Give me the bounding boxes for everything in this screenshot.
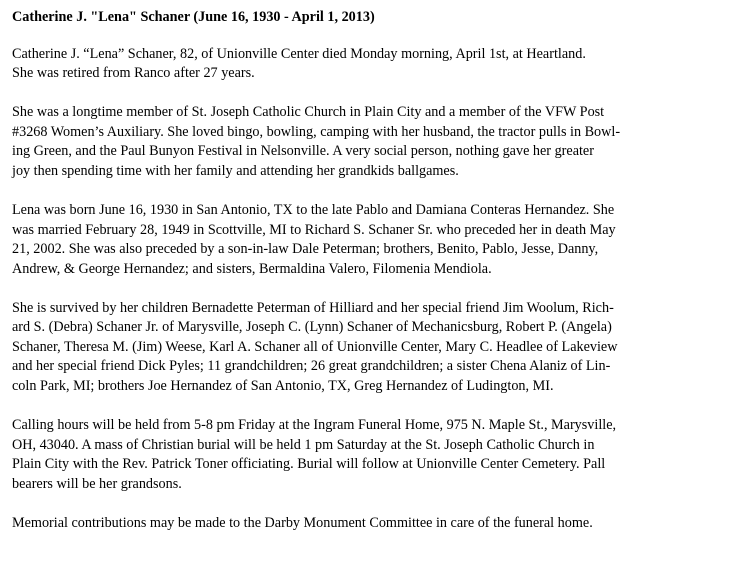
- text-line: Andrew, & George Hernandez; and sisters, Bermaldina Valero, Filomenia Mendiola.: [12, 260, 492, 277]
- text-line: Calling hours will be held from 5-8 pm Friday at the Ingram Funeral Home, 975 N. Maple St., Marysville,: [12, 417, 617, 434]
- text-line: Memorial contributions may be made to the Darby Monument Committee in care of the funeral home.: [12, 514, 593, 531]
- text-line: #3268 Women’s Auxiliary. She loved bingo, bowling, camping with her husband, the tractor pulls in Bowl-: [12, 123, 621, 140]
- text-line: 21, 2002. She was also preceded by a son-in-law Dale Peterman; brothers, Benito, Pablo, Jesse, Danny,: [12, 241, 599, 258]
- text-line: Schaner, Theresa M. (Jim) Weese, Karl A. Schaner all of Unionville Center, Mary C. Headlee of Lakeview: [12, 338, 618, 355]
- text-line: ing Green, and the Paul Bunyon Festival in Nelsonville. A very social person, nothing gave her greater: [12, 143, 594, 160]
- obituary-title: Catherine J. "Lena" Schaner (June 16, 1930 - April 1, 2013): [12, 9, 375, 25]
- text-line: joy then spending time with her family and attending her grandkids ballgames.: [12, 162, 459, 179]
- obituary-document: [12, 8, 724, 553]
- paragraph-survivors: [12, 299, 724, 397]
- paragraph-life-interests: [12, 103, 724, 181]
- text-line: She was a longtime member of St. Joseph Catholic Church in Plain City and a member of the VFW Post: [12, 104, 605, 121]
- text-line: coln Park, MI; brothers Joe Hernandez of San Antonio, TX, Greg Hernandez of Ludington, MI.: [12, 378, 554, 395]
- text-line: Lena was born June 16, 1930 in San Antonio, TX to the late Pablo and Damiana Conteras Hernandez. She: [12, 201, 615, 218]
- text-line: Plain City with the Rev. Patrick Toner officiating. Burial will follow at Unionville Center Cemetery. Pall: [12, 456, 606, 473]
- paragraph-services: [12, 416, 724, 494]
- text-line: was married February 28, 1949 in Scottville, MI to Richard S. Schaner Sr. who preceded her in death May: [12, 221, 616, 238]
- text-line: OH, 43040. A mass of Christian burial will be held 1 pm Saturday at the St. Joseph Catholic Church in: [12, 436, 595, 453]
- text-line: bearers will be her grandsons.: [12, 475, 182, 492]
- text-line: Catherine J. “Lena” Schaner, 82, of Unionville Center died Monday morning, April 1st, at Heartland.: [12, 45, 586, 62]
- paragraph-memorials: [12, 514, 724, 534]
- paragraph-family-history: [12, 201, 724, 279]
- text-line: She is survived by her children Bernadette Peterman of Hilliard and her special friend Jim Woolum, Rich-: [12, 299, 614, 316]
- text-line: ard S. (Debra) Schaner Jr. of Marysville, Joseph C. (Lynn) Schaner of Mechanicsburg, Robert P. (Angela): [12, 319, 612, 336]
- text-line: She was retired from Ranco after 27 years.: [12, 65, 255, 82]
- paragraph-death-notice: [12, 45, 724, 84]
- text-line: and her special friend Dick Pyles; 11 grandchildren; 26 great grandchildren; a sister Chena Alaniz of Lin-: [12, 358, 611, 375]
